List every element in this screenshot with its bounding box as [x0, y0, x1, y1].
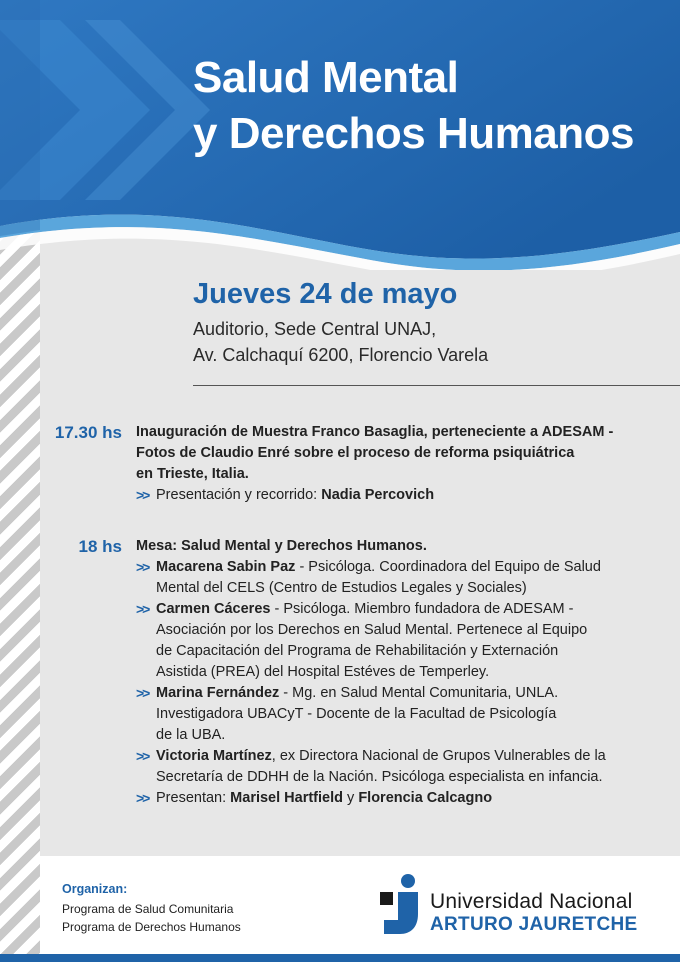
presenters-item — [136, 788, 676, 809]
divider — [193, 385, 680, 386]
schedule-title-line: Mesa: Salud Mental y Derechos Humanos. — [136, 538, 427, 554]
speaker-desc-line: Secretaría de DDHH de la Nación. Psicóloga especialista en infancia. — [156, 769, 603, 785]
schedule-title-line: en Trieste, Italia. — [136, 466, 249, 482]
speaker-desc: , ex Directora Nacional de Grupos Vulnerables de la — [271, 748, 606, 764]
presenter-name-1: Marisel Hartfield — [230, 790, 343, 806]
speaker-desc-line: de la UBA. — [156, 727, 226, 743]
speaker-desc: - Mg. en Salud Mental Comunitaria, UNLA. — [279, 685, 559, 701]
event-venue-line-1: Auditorio, Sede Central UNAJ, — [193, 319, 437, 339]
page-title — [193, 50, 634, 162]
organizer-item: Programa de Derechos Humanos — [62, 920, 241, 934]
title-line-2: y Derechos Humanos — [193, 109, 634, 158]
speaker-desc-line: Asociación por los Derechos en Salud Mental. Pertenece al Equipo — [156, 622, 588, 638]
double-chevron-icon: >> — [136, 748, 149, 764]
speaker-item — [136, 599, 676, 683]
presenters-joiner: y — [343, 790, 359, 806]
presenters-prefix: Presentan: — [156, 790, 231, 806]
speaker-name: Marina Fernández — [156, 685, 280, 701]
schedule-time: 17.30 hs — [54, 423, 122, 442]
item-name: Nadia Percovich — [321, 487, 435, 503]
schedule-title-line: Fotos de Claudio Enré sobre el proceso de reforma psiquiátrica — [136, 445, 575, 461]
title-line-1: Salud Mental — [193, 53, 459, 102]
schedule-time: 18 hs — [78, 537, 122, 556]
header-banner — [0, 0, 680, 270]
university-name-line-1: Universidad Nacional — [430, 890, 633, 913]
list-item-presentation — [136, 485, 676, 506]
schedule-content — [136, 536, 676, 809]
speaker-desc-line: Investigadora UBACyT - Docente de la Facultad de Psicología — [156, 706, 557, 722]
double-chevron-icon: >> — [136, 685, 149, 701]
speaker-desc-line: Mental del CELS (Centro de Estudios Legales y Sociales) — [156, 580, 527, 596]
footer — [40, 856, 680, 954]
speaker-desc-line: Asistida (PREA) del Hospital Estéves de Temperley. — [156, 664, 490, 680]
speaker-name: Macarena Sabin Paz — [156, 559, 296, 575]
speaker-item — [136, 746, 676, 788]
speaker-desc: - Psicóloga. Coordinadora del Equipo de Salud — [295, 559, 601, 575]
double-chevron-icon: >> — [136, 559, 149, 575]
speaker-name: Victoria Martínez — [156, 748, 272, 764]
speaker-item — [136, 683, 676, 746]
university-name-line-2: ARTURO JAURETCHE — [430, 914, 638, 935]
double-chevron-icon: >> — [136, 790, 149, 806]
organizer-item: Programa de Salud Comunitaria — [62, 902, 234, 916]
speaker-desc: - Psicóloga. Miembro fundadora de ADESAM - — [270, 601, 574, 617]
schedule-content — [136, 422, 676, 506]
double-chevron-icon: >> — [136, 601, 149, 617]
item-prefix: Presentación y recorrido: — [156, 487, 322, 503]
speaker-name: Carmen Cáceres — [156, 601, 271, 617]
presenter-name-2: Florencia Calcagno — [358, 790, 493, 806]
speaker-item — [136, 557, 676, 599]
event-venue-line-2: Av. Calchaquí 6200, Florencio Varela — [193, 345, 489, 365]
organizers-label: Organizan: — [62, 882, 128, 896]
event-date: Jueves 24 de mayo — [193, 278, 458, 310]
double-chevron-icon: >> — [136, 487, 149, 503]
unaj-logo-icon — [380, 874, 424, 936]
speaker-desc-line: de Capacitación del Programa de Rehabilitación y Externación — [156, 643, 559, 659]
event-info — [193, 276, 488, 368]
bottom-bar — [0, 954, 680, 962]
schedule-title-line: Inauguración de Muestra Franco Basaglia, perteneciente a ADESAM - — [136, 424, 614, 440]
